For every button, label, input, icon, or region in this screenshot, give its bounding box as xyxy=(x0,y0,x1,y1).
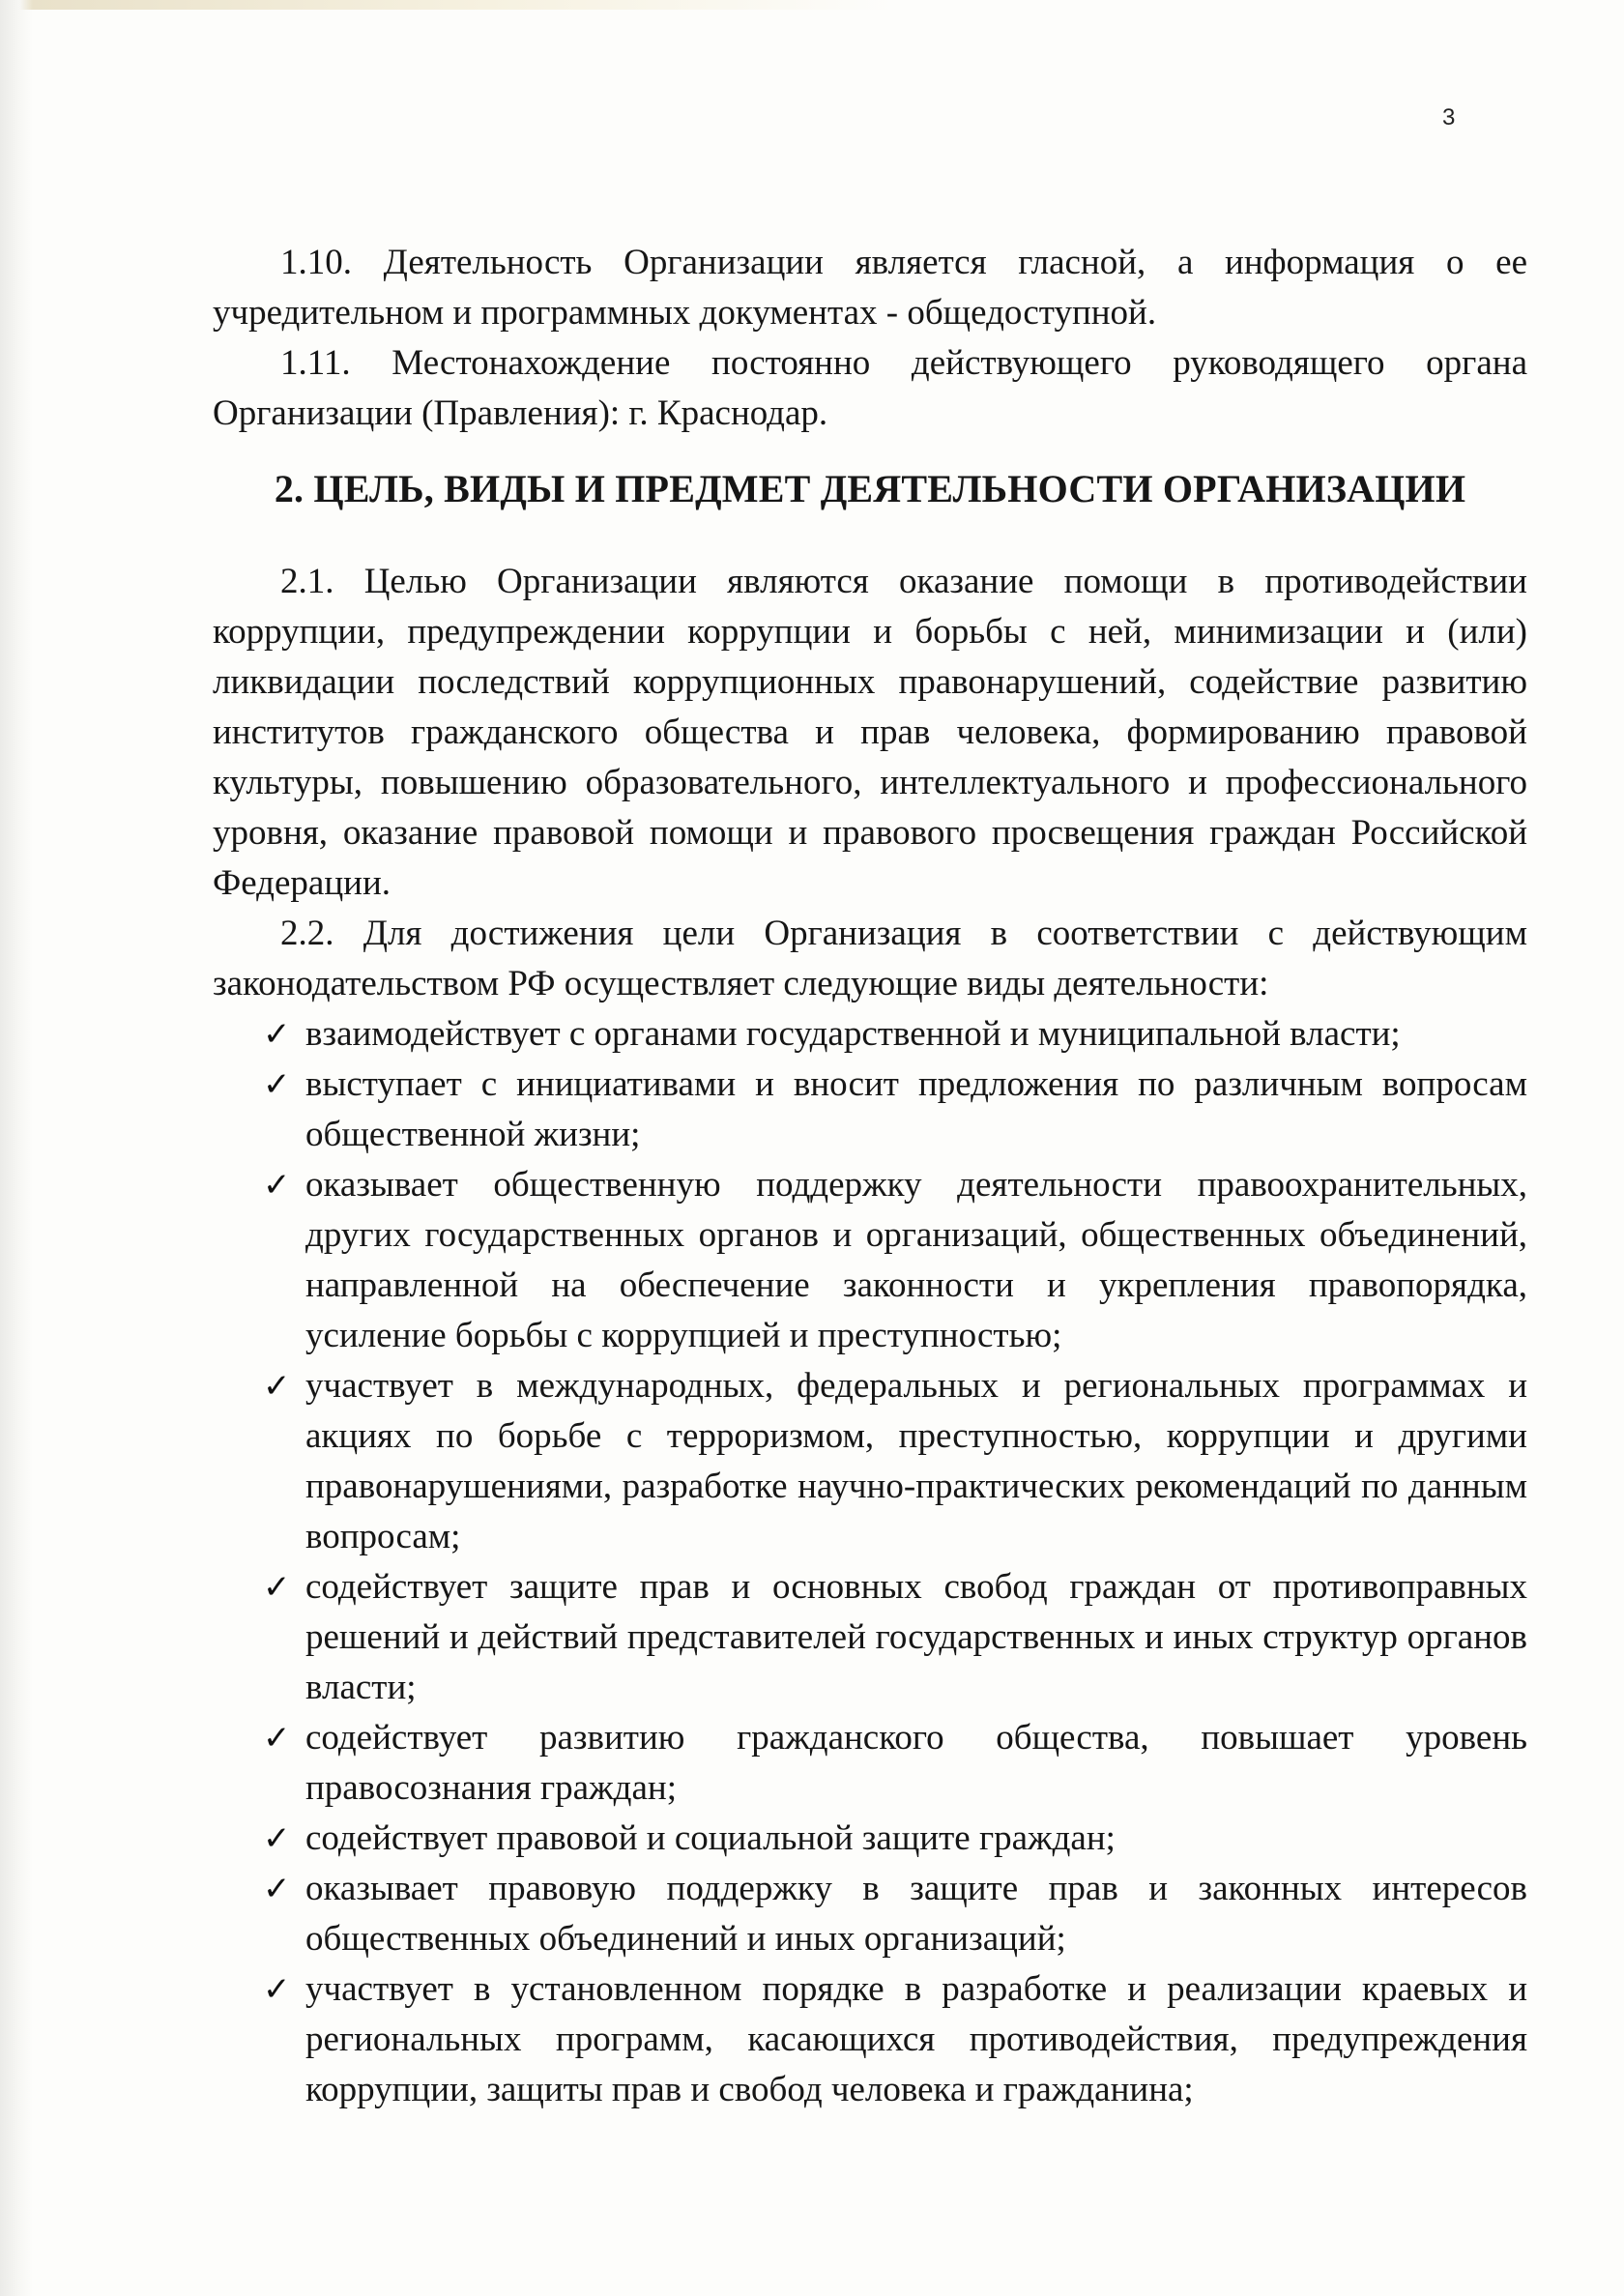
list-item-text: выступает с инициативами и вносит предложения по различным вопросам общественной жизни; xyxy=(305,1064,1527,1154)
checkmark-icon: ✓ xyxy=(263,1970,291,2009)
activities-list xyxy=(213,1009,1527,2115)
list-item xyxy=(213,1814,1527,1864)
list-item xyxy=(213,1864,1527,1964)
list-item xyxy=(213,1713,1527,1814)
list-item-text: содействует правовой и социальной защите граждан; xyxy=(305,1818,1116,1858)
section-2-title: 2. ЦЕЛЬ, ВИДЫ И ПРЕДМЕТ ДЕЯТЕЛЬНОСТИ ОРГАНИЗАЦИИ xyxy=(274,467,1466,510)
clause-1-11: 1.11. Местонахождение постоянно действующего руководящего органа Организации (Правления): г. Краснодар. xyxy=(213,343,1527,433)
checkmark-icon: ✓ xyxy=(263,1568,291,1607)
list-item-text: участвует в международных, федеральных и региональных программах и акциях по борьбе с терроризмом, преступностью, коррупции и другими правонарушениями, разработке научно-практических рекомендаций по данным вопросам; xyxy=(305,1366,1527,1556)
list-item xyxy=(213,1964,1527,2115)
list-item-text: содействует развитию гражданского общества, повышает уровень правосознания граждан; xyxy=(305,1718,1527,1808)
list-item-text: оказывает общественную поддержку деятельности правоохранительных, других государственных органов и организаций, общественных объединений, направленной на обеспечение законности и укрепления правопорядка, усиление борьбы с коррупцией и преступностью; xyxy=(305,1165,1527,1355)
checkmark-icon: ✓ xyxy=(263,1719,291,1758)
clause-2-2: 2.2. Для достижения цели Организация в соответствии с действующим законодательством РФ осуществляет следующие виды деятельности: xyxy=(213,914,1527,1003)
scan-left-shadow xyxy=(0,0,33,2296)
list-item xyxy=(213,1060,1527,1160)
list-item-text: содействует защите прав и основных свобод граждан от противоправных решений и действий представителей государственных и иных структур органов власти; xyxy=(305,1567,1527,1707)
checkmark-icon: ✓ xyxy=(263,1870,291,1908)
list-item xyxy=(213,1361,1527,1562)
list-item xyxy=(213,1160,1527,1361)
list-item-text: оказывает правовую поддержку в защите прав и законных интересов общественных объединений и иных организаций; xyxy=(305,1869,1527,1959)
checkmark-icon: ✓ xyxy=(263,1819,291,1858)
list-item xyxy=(213,1562,1527,1713)
clause-2-1: 2.1. Целью Организации являются оказание помощи в противодействии коррупции, предупреждении коррупции и борьбы с ней, минимизации и (или) ликвидации последствий коррупционных правонарушений, содействие развитию институтов гражданского общества и прав человека, формированию правовой культуры, повышению образовательного, интеллектуального и профессионального уровня, оказание правовой помощи и правового просвещения граждан Российской Федерации. xyxy=(213,562,1527,903)
clause-1-10: 1.10. Деятельность Организации является гласной, а информация о ее учредительном и программных документах - общедоступной. xyxy=(213,243,1527,333)
document-body xyxy=(213,238,1527,2115)
scan-top-edge xyxy=(0,0,1624,10)
list-item-text: участвует в установленном порядке в разработке и реализации краевых и региональных программ, касающихся противодействия, предупреждения коррупции, защиты прав и свобод человека и гражданина; xyxy=(305,1969,1527,2109)
page-number: 3 xyxy=(1442,104,1456,131)
list-item xyxy=(213,1009,1527,1060)
checkmark-icon: ✓ xyxy=(263,1065,291,1104)
checkmark-icon: ✓ xyxy=(263,1367,291,1406)
list-item-text: взаимодействует с органами государственной и муниципальной власти; xyxy=(305,1014,1401,1054)
checkmark-icon: ✓ xyxy=(263,1015,291,1054)
checkmark-icon: ✓ xyxy=(263,1166,291,1205)
